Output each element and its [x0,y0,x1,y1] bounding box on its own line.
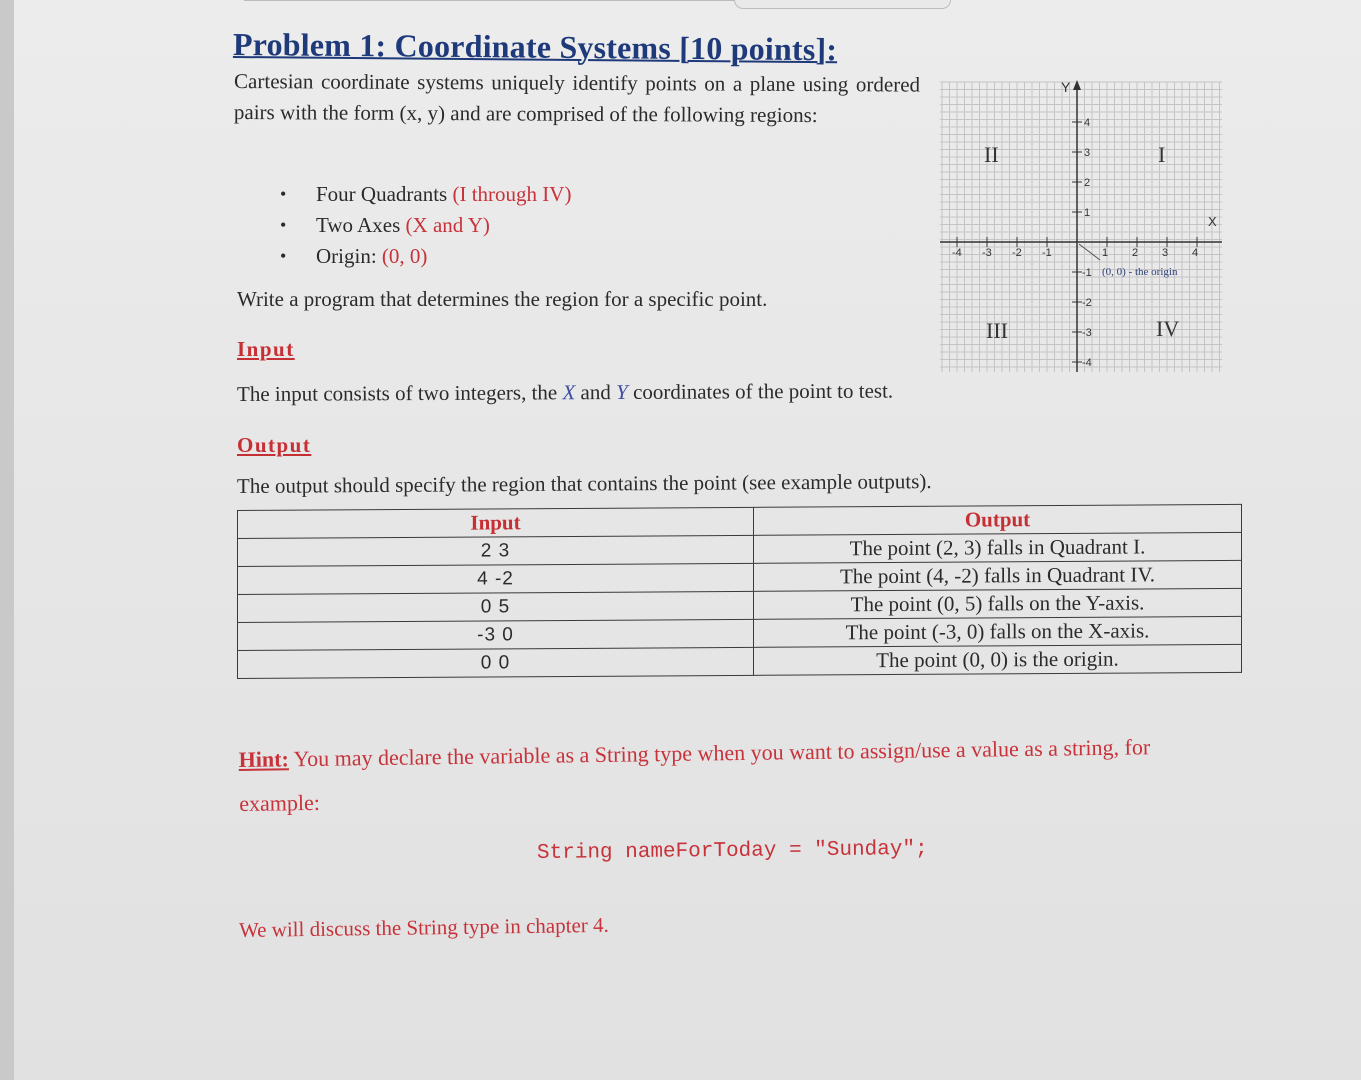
output-cell: The point (-3, 0) falls on the X-axis. [754,616,1242,647]
top-tab-edge [734,0,951,9]
chapter-note: We will discuss the String type in chapter 4. [238,912,609,942]
output-cell: The point (0, 0) is the origin. [754,644,1242,675]
input-cell: 0 0 [238,647,754,678]
y-tick-label: 4 [1084,117,1091,129]
y-axis-label: Y [1061,79,1071,95]
output-cell: The point (0, 5) falls on the Y-axis. [754,588,1242,619]
hint-text: You may declare the variable as a String type when you want to assign/use a value as a string, for example: [239,734,1151,816]
quadrant-label-IV: IV [1156,316,1180,341]
output-cell: The point (4, -2) falls in Quadrant IV. [754,560,1242,591]
code-example: String nameForToday = "Sunday"; [536,837,928,865]
column-header-output: Output [754,504,1242,535]
x-tick-label: 1 [1102,247,1109,259]
quadrant-label-I: I [1158,142,1166,167]
output-cell: The point (2, 3) falls in Quadrant I. [754,532,1242,563]
y-tick-label: 1 [1084,207,1091,219]
input-desc-y: Y [616,379,628,405]
list-item-detail: (X and Y) [405,213,490,237]
coordinate-plane-diagram [940,74,1230,374]
input-desc-post: coordinates of the point to test. [627,378,894,404]
y-tick-label: -2 [1082,297,1092,309]
list-item [280,179,571,210]
x-tick-label: -4 [952,247,962,259]
y-tick-label: 3 [1084,147,1091,159]
output-heading: Output [237,433,312,457]
table-row [238,644,1242,678]
output-description: The output should specify the region that contains the point (see example outputs). [236,469,932,498]
y-tick-label: -3 [1082,327,1092,339]
column-header-input: Input [238,507,754,538]
list-item-label: Four Quadrants [316,182,453,206]
x-tick-label: -3 [982,247,992,259]
task-statement: Write a program that determines the region for a specific point. [237,287,768,311]
list-item-detail: (0, 0) [381,244,428,268]
input-cell: 4 -2 [238,563,754,594]
example-table [237,504,1242,679]
x-tick-label: 2 [1132,247,1139,259]
quadrant-label-III: III [986,318,1008,343]
list-item-label: Two Axes [316,213,406,237]
input-heading: Input [237,337,295,361]
y-tick-label: -4 [1082,357,1092,369]
input-desc-mid: and [575,380,617,405]
page-title: Problem 1: Coordinate Systems [10 points]: [232,26,838,68]
x-tick-label: 4 [1192,247,1199,259]
list-item [280,241,571,272]
origin-label: (0, 0) - the origin [1102,266,1178,278]
quadrant-label-II: II [984,142,999,167]
region-list [280,179,571,272]
intro-paragraph: Cartesian coordinate systems uniquely identify points on a plane using ordered pairs with the form (x, y) and are comprised of the following regions: [233,69,921,128]
x-tick-label: -1 [1042,247,1052,259]
grid-lines [940,82,1222,372]
input-cell: 2 3 [238,535,754,566]
y-tick-label: -1 [1082,267,1092,279]
list-item [280,210,571,241]
top-divider [244,0,734,1]
list-item-detail: (I through IV) [452,182,572,206]
origin-pointer [1079,244,1100,260]
input-description [237,379,893,407]
hint-paragraph [238,724,1229,826]
x-axis-label: X [1208,214,1217,229]
input-desc-x: X [562,380,576,405]
input-cell: 0 5 [238,591,754,622]
list-item-label: Origin: [316,244,382,268]
hint-label: Hint: [238,746,289,773]
y-tick-label: 2 [1084,177,1091,189]
x-tick-label: -2 [1012,247,1022,259]
x-tick-label: 3 [1162,247,1169,259]
input-cell: -3 0 [238,619,754,650]
input-desc-pre: The input consists of two integers, the [236,380,563,406]
